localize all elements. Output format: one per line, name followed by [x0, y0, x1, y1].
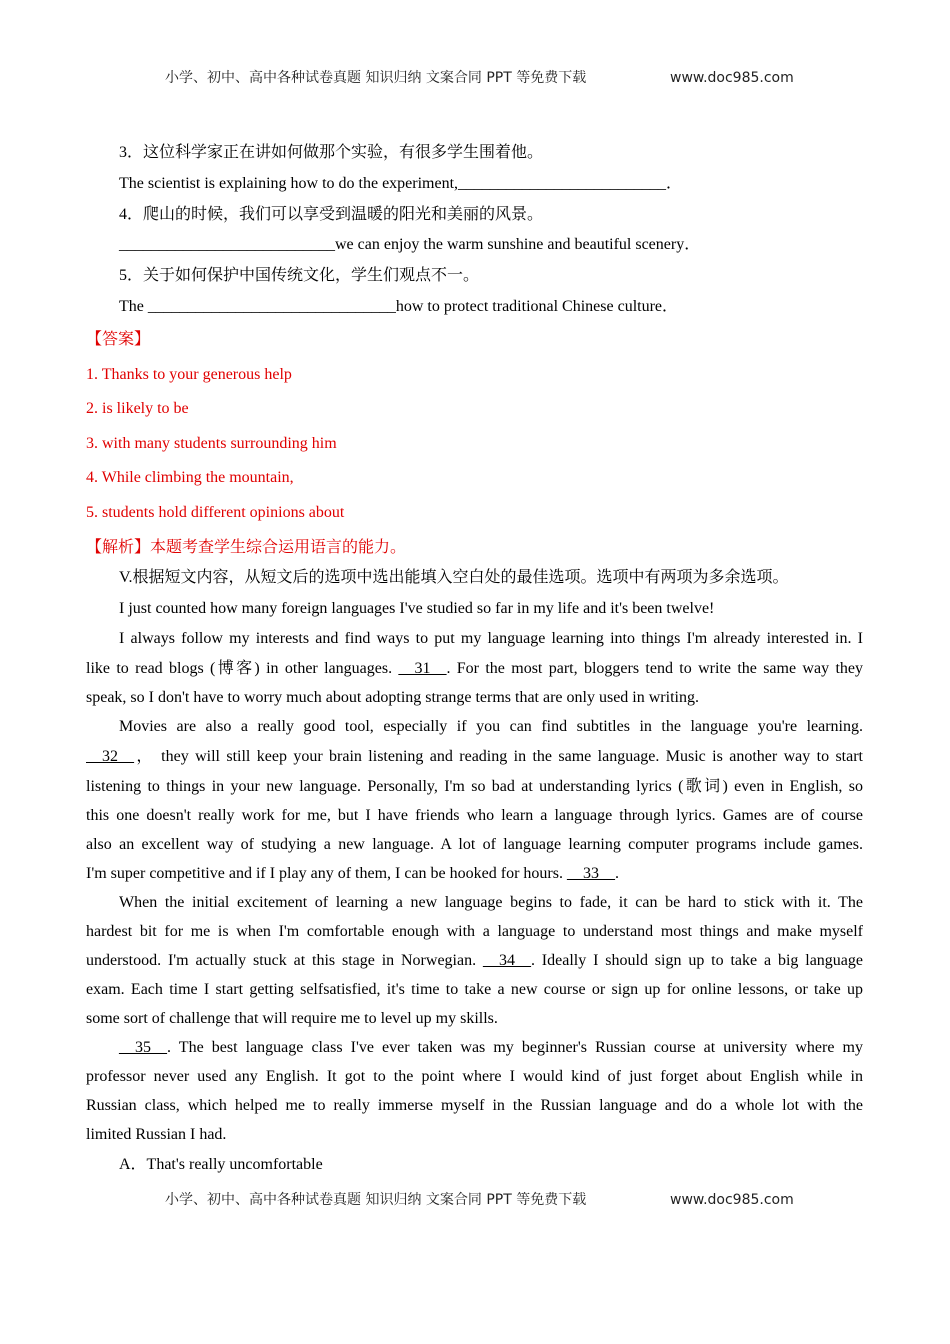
text-segment: The: [119, 298, 148, 315]
text-line: [86, 892, 863, 914]
text-segment: I just counted how many foreign languages I've studied so far in my life and it's been twelve!: [119, 600, 715, 617]
text-line: [86, 628, 863, 650]
text-segment: limited Russian I had.: [86, 1126, 227, 1143]
text-line: [86, 364, 292, 386]
text-line: [86, 1008, 498, 1030]
text-segment: _______________________________: [147, 298, 396, 315]
text-line: [86, 805, 863, 827]
text-segment: like to read blogs (博客) in other languages.: [86, 660, 399, 677]
text-segment: understood. I'm actually stuck at this stage in Norwegian.: [86, 952, 483, 969]
text-segment: 3．这位科学家正在讲如何做那个实验，有很多学生围着他。: [119, 144, 544, 161]
text-line: [86, 329, 150, 351]
text-segment: The scientist is explaining how to do the experiment,: [119, 175, 459, 192]
text-line: [86, 658, 863, 680]
text-segment: .: [614, 865, 619, 882]
text-line: [86, 1124, 226, 1146]
answer-blank: __33__: [566, 865, 615, 882]
text-segment: I'm super competitive and if I play any of them, I can be hooked for hours.: [86, 865, 567, 882]
text-segment: we can enjoy the warm sunshine and beautiful scenery．: [335, 236, 701, 253]
text-line: [119, 567, 789, 589]
answer-blank: __31__: [398, 660, 447, 677]
text-line: [86, 834, 863, 856]
text-segment: ， they will still keep your brain listening and reading in the same language. Music is another way to start: [134, 748, 863, 765]
text-segment: __________________________: [458, 175, 667, 192]
text-line: [119, 1154, 323, 1176]
text-line: [119, 204, 543, 226]
answer-blank: __35__: [119, 1039, 167, 1056]
text-line: [119, 234, 700, 256]
text-segment: 1. Thanks to your generous help: [86, 366, 292, 383]
text-segment: ___________________________: [119, 236, 335, 253]
text-line: [86, 716, 863, 738]
text-segment: 5. students hold different opinions about: [86, 504, 345, 521]
text-line: [86, 1037, 863, 1059]
text-segment: Movies are also a really good tool, especially if you can find subtitles in the language you're learning.: [119, 718, 863, 735]
text-segment: some sort of challenge that will require me to level up my skills.: [86, 1010, 498, 1027]
text-line: [86, 1066, 863, 1088]
text-line: [86, 1095, 863, 1117]
text-line: [119, 173, 682, 195]
text-segment: ．: [666, 175, 683, 192]
text-line: [86, 979, 863, 1001]
text-line: [86, 863, 619, 885]
page-header: [165, 68, 794, 88]
text-segment: how to protect traditional Chinese culture．: [395, 298, 679, 315]
text-line: [119, 296, 678, 318]
text-line: [119, 265, 479, 287]
text-segment: 2. is likely to be: [86, 400, 189, 417]
text-segment: exam. Each time I start getting selfsatisfied, it's time to take a new course or sign up for online lessons, or take up: [86, 981, 863, 998]
header-url: www.doc985.com: [670, 70, 794, 86]
text-segment: 【解析】本题考查学生综合运用语言的能力。: [86, 539, 407, 556]
text-segment: . Ideally I should sign up to take a big language: [530, 952, 863, 969]
text-segment: 【答案】: [86, 331, 151, 348]
text-segment: 5．关于如何保护中国传统文化，学生们观点不一。: [119, 267, 480, 284]
text-line: [86, 502, 344, 524]
page-footer: [165, 1190, 794, 1210]
footer-url: www.doc985.com: [670, 1192, 794, 1208]
text-segment: I always follow my interests and find ways to put my language learning into things I'm already interested in. I: [119, 630, 863, 647]
text-segment: professor never used any English. It got to the point where I would kind of just forget about English while in: [86, 1068, 863, 1085]
text-line: [86, 746, 863, 768]
header-text: 小学、初中、高中各种试卷真题 知识归纳 文案合同 PPT 等免费下载: [165, 70, 587, 86]
text-line: [86, 776, 863, 798]
text-line: [86, 537, 406, 559]
text-line: [86, 433, 337, 455]
text-line: [119, 142, 543, 164]
text-segment: hardest bit for me is when I'm comfortable enough with a language to understand most things and make myself: [86, 923, 863, 940]
text-segment: 4. While climbing the mountain,: [86, 469, 294, 486]
text-segment: 3. with many students surrounding him: [86, 435, 337, 452]
text-segment: 4．爬山的时候，我们可以享受到温暖的阳光和美丽的风景。: [119, 206, 544, 223]
text-segment: A．That's really uncomfortable: [119, 1156, 323, 1173]
text-line: [119, 598, 714, 620]
text-segment: speak, so I don't have to worry much about adopting strange terms that are only used in writing.: [86, 689, 699, 706]
answer-blank: __32__: [86, 748, 134, 765]
text-line: [86, 398, 189, 420]
text-line: [86, 921, 863, 943]
text-segment: Russian class, which helped me to really immerse myself in the Russian language and do a whole lot with the: [86, 1097, 863, 1114]
text-line: [86, 687, 699, 709]
text-segment: . For the most part, bloggers tend to write the same way they: [446, 660, 863, 677]
text-segment: this one doesn't really work for me, but I have friends who learn a language through lyrics. Games are of course: [86, 807, 863, 824]
footer-text: 小学、初中、高中各种试卷真题 知识归纳 文案合同 PPT 等免费下载: [165, 1192, 587, 1208]
text-line: [86, 467, 294, 489]
answer-blank: __34__: [482, 952, 531, 969]
text-segment: also an excellent way of studying a new language. A lot of language learning computer programs include games.: [86, 836, 863, 853]
text-line: [86, 950, 863, 972]
text-segment: V.根据短文内容，从短文后的选项中选出能填入空白处的最佳选项。选项中有两项为多余选项。: [119, 569, 789, 586]
text-segment: . The best language class I've ever taken was my beginner's Russian course at university where my: [167, 1039, 863, 1056]
text-segment: listening to things in your new language. Personally, I'm so bad at understanding lyrics (歌词) even in English, so: [86, 778, 863, 795]
text-segment: When the initial excitement of learning a new language begins to fade, it can be hard to stick with it. The: [119, 894, 863, 911]
